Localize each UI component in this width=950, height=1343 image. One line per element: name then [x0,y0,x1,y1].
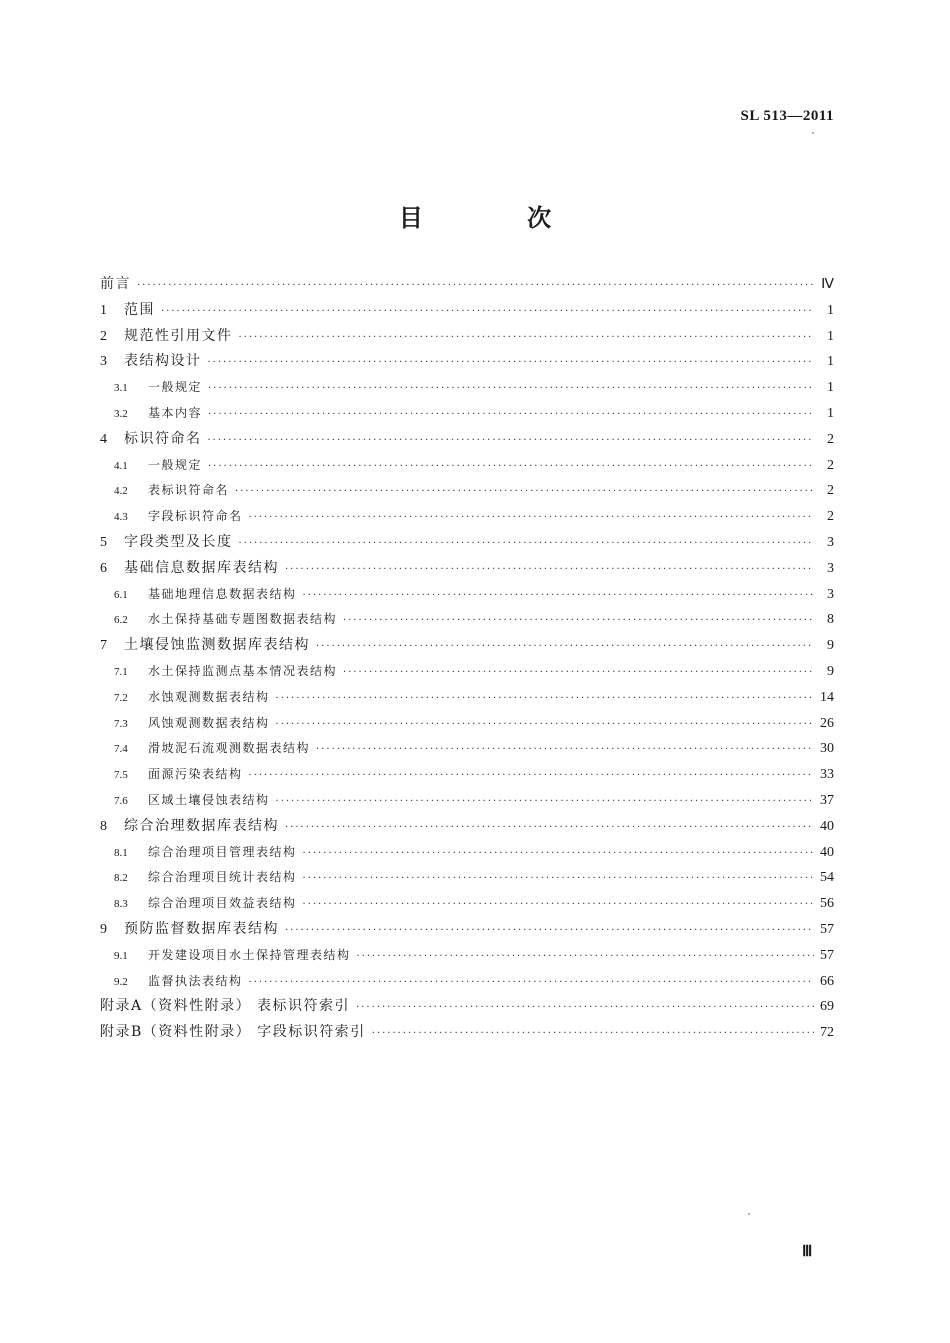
toc-entry-number: 4.2 [114,485,128,498]
toc-entry-page: 3 [827,560,834,576]
toc-entry[interactable] [100,793,834,809]
toc-entry-page: 33 [820,767,834,783]
toc-entry-page: 9 [827,638,834,654]
toc-entry-number: 7.2 [114,691,128,704]
toc-entry-page: 37 [820,792,834,808]
toc-leader-dots [235,484,814,499]
toc-entry-number: 1 [100,302,107,318]
toc-entry-label: 水土保持监测点基本情况表结构 [148,663,338,678]
toc-entry-number: 9.1 [114,949,128,962]
toc-entry-number: 7.4 [114,743,128,756]
toc-entry-label: 基本内容 [148,405,203,420]
toc-entry-number: 7.3 [114,717,128,730]
toc-entry-number: 3.2 [114,407,128,420]
toc-entry-page: 72 [820,1025,834,1041]
toc-entry[interactable] [100,999,834,1015]
toc-entry-label: 综合治理项目统计表结构 [148,870,297,885]
toc-entry[interactable] [100,1025,834,1041]
toc-leader-dots [208,459,814,474]
toc-entry[interactable] [100,870,834,886]
toc-entry-label: 基础信息数据库表结构 [124,559,279,576]
toc-leader-dots [276,794,814,809]
toc-entry-label: 综合治理项目管理表结构 [148,844,297,859]
toc-leader-dots [303,588,814,603]
toc-entry-page: 2 [827,483,834,499]
toc-entry-number: 6 [100,560,107,576]
toc-leader-dots [276,691,814,706]
toc-entry-page: 30 [820,741,834,757]
toc-entry-page: 2 [827,457,834,473]
toc-leader-dots [303,871,814,886]
toc-entry-page: 14 [820,689,834,705]
toc-leader-dots [161,304,814,319]
toc-entry-label: 监督执法表结构 [148,973,243,988]
toc-leader-dots [249,768,814,783]
toc-entry-number: 8.1 [114,846,128,859]
toc-leader-dots [316,639,814,654]
toc-entry-label: 水土保持基础专题图数据表结构 [148,612,338,627]
toc-entry-label: 滑坡泥石流观测数据表结构 [148,741,311,756]
toc-leader-dots [285,562,814,577]
toc-entry[interactable] [100,354,834,370]
standard-code: SL 513—2011 [740,108,834,124]
toc-entry-number: 3.1 [114,382,128,395]
toc-entry[interactable] [100,690,834,706]
toc-entry-label: 开发建设项目水土保持管理表结构 [148,947,351,962]
toc-entry-number: 7.5 [114,769,128,782]
toc-entry-label: 预防监督数据库表结构 [124,920,279,937]
toc-entry-page: 3 [827,586,834,602]
scan-speck [812,132,814,134]
toc-entry-number: 4.1 [114,459,128,472]
toc-entry[interactable] [100,664,834,680]
toc-entry-label: 表标识符命名 [148,483,230,498]
toc-entry[interactable] [100,458,834,474]
toc-entry-number: 4 [100,431,107,447]
toc-leader-dots [249,975,814,990]
toc-entry-number: 9 [100,921,107,937]
toc-entry-number: 8.2 [114,872,128,885]
toc-entry[interactable] [100,819,834,835]
toc-leader-dots [208,433,815,448]
toc-entry[interactable] [100,380,834,396]
toc-entry-label: 附录B（资料性附录） 字段标识符索引 [100,1024,366,1041]
toc-entry-label: 字段标识符命名 [148,509,243,524]
toc-entry[interactable] [100,716,834,732]
toc-entry-page: 26 [820,715,834,731]
toc-entry-number: 8 [100,818,107,834]
toc-entry[interactable] [100,896,834,912]
toc-entry-label: 表结构设计 [124,353,202,370]
toc-entry-page: 2 [827,509,834,525]
toc-entry[interactable] [100,612,834,628]
toc-entry-page: 1 [827,405,834,421]
toc-entry-label: 标识符命名 [124,430,202,447]
toc-entry-label: 一般规定 [148,457,203,472]
toc-entry-number: 8.3 [114,898,128,911]
toc-entry-page: 1 [827,328,834,344]
toc-leader-dots [316,742,814,757]
toc-entry[interactable] [100,587,834,603]
toc-leader-dots [285,820,814,835]
toc-entry-page: 69 [820,999,834,1015]
toc-entry-label: 基础地理信息数据表结构 [148,586,297,601]
toc-entry-number: 7.6 [114,794,128,807]
toc-entry-label: 面源污染表结构 [148,767,243,782]
toc-entry-label: 附录A（资料性附录） 表标识符索引 [100,998,351,1015]
toc-entry-label: 土壤侵蚀监测数据库表结构 [124,637,310,654]
toc-entry[interactable] [100,922,834,938]
toc-entry[interactable] [100,561,834,577]
toc-entry[interactable] [100,277,834,293]
toc-leader-dots [239,330,815,345]
toc-entry-label: 范围 [124,301,155,318]
toc-entry[interactable] [100,483,834,499]
toc-leader-dots [372,1026,814,1041]
toc-entry-page: 3 [827,534,834,550]
toc-entry-number: 7 [100,638,107,654]
toc-entry-label: 前言 [100,276,131,292]
toc-entry[interactable] [100,974,834,990]
toc-entry-page: 56 [820,896,834,912]
toc-entry-page: Ⅳ [821,277,834,292]
toc-entry-number: 3 [100,354,107,370]
toc-leader-dots [343,665,814,680]
toc-leader-dots [208,355,815,370]
page-title: 目 次 [398,204,600,232]
toc-entry[interactable] [100,845,834,861]
toc-entry-page: 2 [827,431,834,447]
toc-entry-number: 4.3 [114,511,128,524]
toc-leader-dots [285,923,814,938]
scan-speck [748,1213,750,1215]
toc-leader-dots [357,949,814,964]
toc-entry[interactable] [100,432,834,448]
toc-entry-page: 40 [820,818,834,834]
toc-entry-page: 54 [820,870,834,886]
toc-entry-label: 水蚀观测数据表结构 [148,689,270,704]
toc-entry-page: 57 [820,947,834,963]
toc-leader-dots [137,278,814,293]
toc-entry[interactable] [100,948,834,964]
toc-entry-label: 字段类型及长度 [124,533,233,550]
toc-entry-label: 一般规定 [148,380,203,395]
table-of-contents [100,277,834,1051]
toc-leader-dots [276,717,814,732]
toc-entry-page: 1 [827,354,834,370]
toc-leader-dots [343,613,814,628]
toc-entry-label: 规范性引用文件 [124,327,233,344]
toc-entry[interactable] [100,329,834,345]
toc-entry-page: 1 [827,302,834,318]
toc-entry-number: 6.1 [114,588,128,601]
toc-entry-page: 9 [827,663,834,679]
toc-entry-label: 风蚀观测数据表结构 [148,715,270,730]
toc-leader-dots [356,1000,814,1015]
toc-entry[interactable] [100,741,834,757]
toc-leader-dots [239,536,815,551]
toc-entry-number: 2 [100,328,107,344]
toc-leader-dots [303,846,814,861]
toc-entry[interactable] [100,509,834,525]
toc-entry-number: 7.1 [114,665,128,678]
toc-entry[interactable] [100,406,834,422]
toc-entry[interactable] [100,638,834,654]
toc-entry-page: 40 [820,844,834,860]
toc-entry-number: 6.2 [114,614,128,627]
toc-entry-page: 57 [820,921,834,937]
toc-entry-number: 5 [100,534,107,550]
toc-entry[interactable] [100,303,834,319]
toc-entry-page: 8 [827,612,834,628]
toc-entry-label: 区域土壤侵蚀表结构 [148,792,270,807]
toc-leader-dots [303,897,814,912]
toc-entry[interactable] [100,535,834,551]
toc-leader-dots [208,381,814,396]
toc-leader-dots [249,510,814,525]
toc-leader-dots [208,407,814,422]
toc-entry-number: 9.2 [114,975,128,988]
toc-entry-page: 1 [827,380,834,396]
toc-entry-page: 66 [820,973,834,989]
toc-entry-label: 综合治理数据库表结构 [124,817,279,834]
toc-entry-label: 综合治理项目效益表结构 [148,896,297,911]
page-number: Ⅲ [802,1244,813,1260]
toc-entry[interactable] [100,767,834,783]
